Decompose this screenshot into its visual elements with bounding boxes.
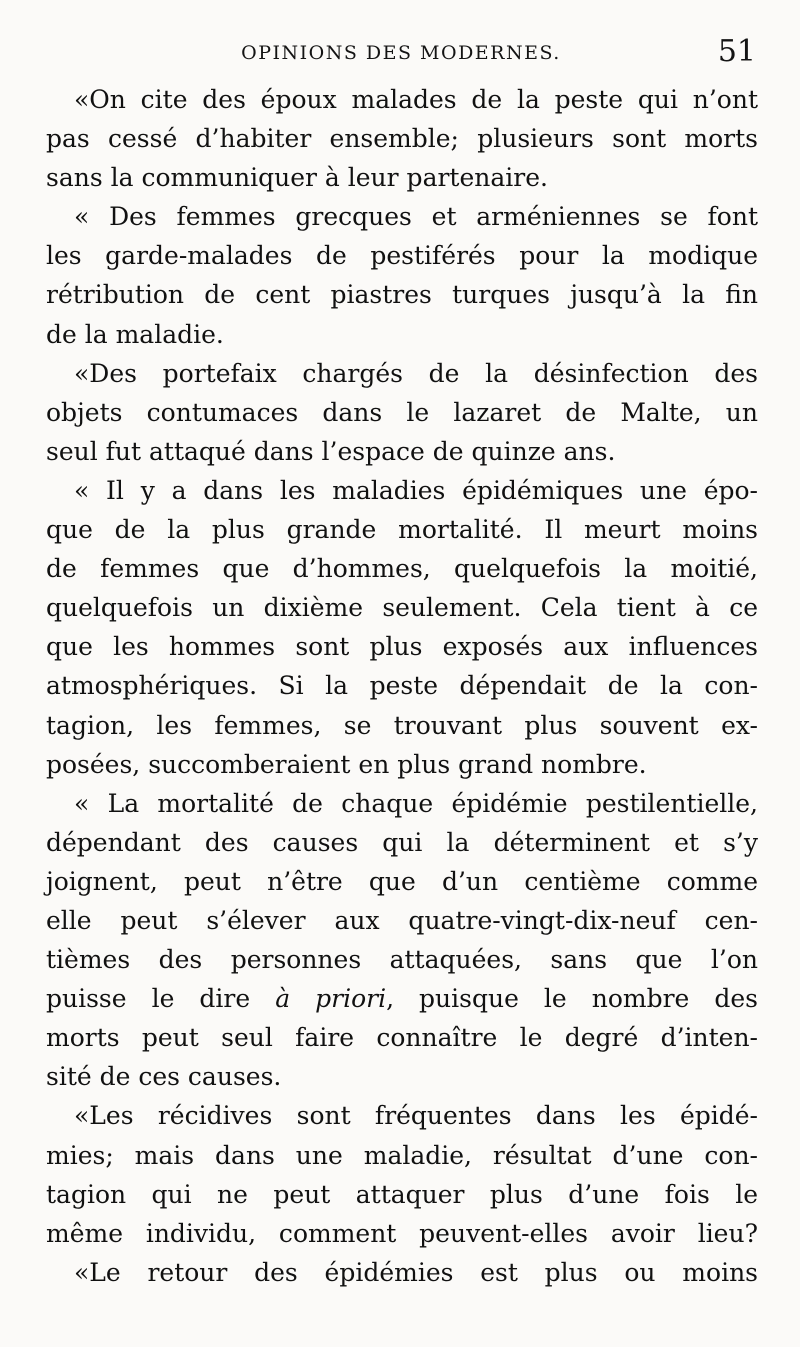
running-head	[46, 36, 756, 76]
text-line: rétribution de cent piastres turques jusqu’à la fin	[46, 280, 758, 310]
text-line: tagion, les femmes, se trouvant plus souvent ex-	[46, 710, 758, 740]
text-line: de la maladie.	[46, 319, 224, 349]
text-line: même individu, comment peuvent-elles avoir lieu?	[46, 1218, 758, 1248]
text-line: joignent, peut n’être que d’un centième comme	[46, 866, 758, 896]
text-line: quelquefois un dixième seulement. Cela tient à ce	[46, 593, 758, 623]
text-line: morts peut seul faire connaître le degré d’inten-	[46, 1023, 758, 1053]
text-line: seul fut attaqué dans l’espace de quinze ans.	[46, 436, 616, 466]
page-number: 51	[717, 34, 756, 69]
text-line: sans la communiquer à leur partenaire.	[46, 163, 548, 193]
paragraph-7	[46, 1253, 758, 1292]
text-line: elle peut s’élever aux quatre-vingt-dix-neuf cen-	[46, 905, 758, 935]
text-line: tagion qui ne peut attaquer plus d’une fois le	[46, 1179, 758, 1209]
running-title: OPINIONS DES MODERNES.	[241, 42, 561, 64]
text-fragment: puisse le dire	[46, 984, 251, 1014]
text-line: dépendant des causes qui la déterminent et s’y	[46, 827, 758, 857]
text-line: que de la plus grande mortalité. Il meurt moins	[46, 515, 758, 545]
body-text	[46, 80, 758, 1292]
paragraph-1	[46, 80, 758, 197]
text-fragment: , puisque le nombre des	[386, 984, 758, 1014]
text-line: «On cite des époux malades de la peste qui n’ont	[74, 85, 758, 114]
text-line: «Les récidives sont fréquentes dans les épidé-	[74, 1101, 758, 1131]
text-line: mies; mais dans une maladie, résultat d’une con-	[46, 1140, 758, 1170]
paragraph-4	[46, 471, 758, 784]
paragraph-5	[46, 784, 758, 1097]
paragraph-2	[46, 197, 758, 353]
text-line: « La mortalité de chaque épidémie pestilentielle,	[74, 788, 758, 818]
text-line: «Le retour des épidémies est plus ou moins	[74, 1257, 758, 1287]
text-line: objets contumaces dans le lazaret de Malte, un	[46, 397, 758, 427]
text-line: « Il y a dans les maladies épidémiques une épo-	[74, 475, 758, 505]
text-line: sité de ces causes.	[46, 1062, 282, 1092]
text-line: atmosphériques. Si la peste dépendait de la con-	[46, 671, 758, 701]
italic-phrase: à priori	[275, 984, 387, 1014]
text-line: tièmes des personnes attaquées, sans que l’on	[46, 945, 758, 975]
text-line: que les hommes sont plus exposés aux influences	[46, 632, 758, 662]
text-line: pas cessé d’habiter ensemble; plusieurs sont morts	[46, 124, 758, 154]
paragraph-6	[46, 1096, 758, 1252]
text-line: « Des femmes grecques et arméniennes se font	[74, 202, 758, 232]
text-line: «Des portefaix chargés de la désinfection des	[74, 358, 758, 388]
paragraph-3	[46, 354, 758, 471]
text-line-with-italic	[46, 979, 758, 1018]
text-line: de femmes que d’hommes, quelquefois la moitié,	[46, 554, 758, 584]
text-line: les garde-malades de pestiférés pour la modique	[46, 241, 758, 271]
text-line: posées, succomberaient en plus grand nombre.	[46, 749, 647, 779]
